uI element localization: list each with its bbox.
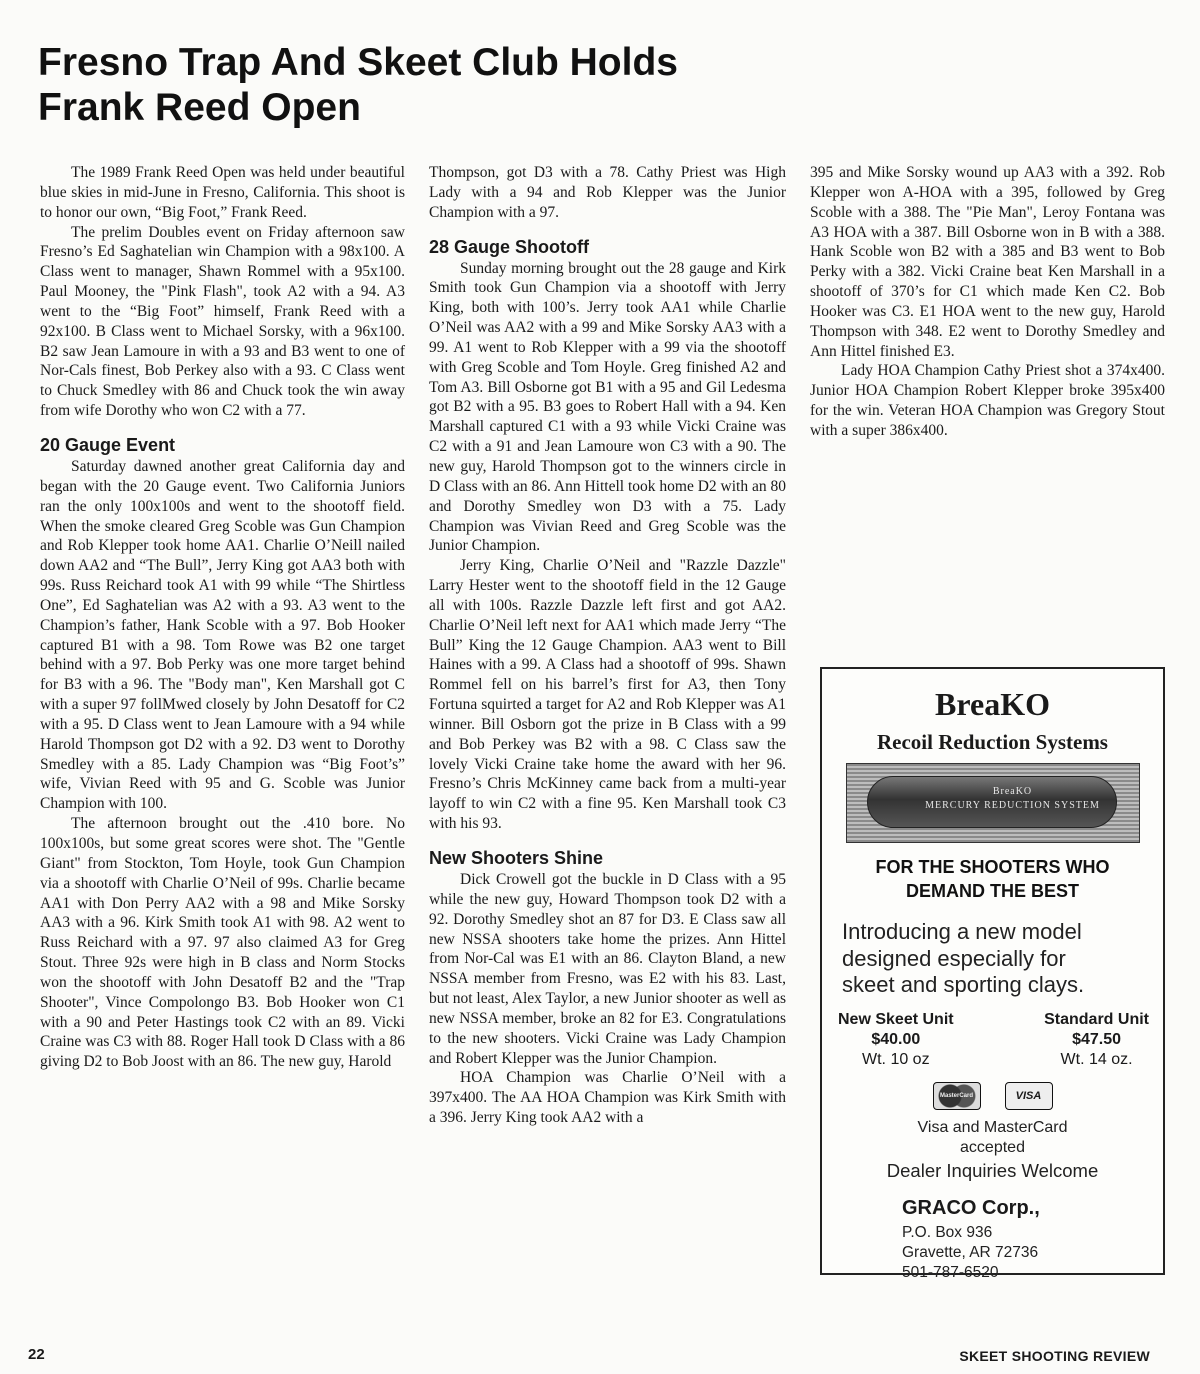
ad-headline-line-1: FOR THE SHOOTERS WHO (875, 857, 1110, 877)
section-heading: New Shooters Shine (429, 848, 604, 868)
unit-new-skeet (838, 1010, 954, 1070)
paragraph: The afternoon brought out the .410 bore. No 100x100s, but some great scores were shot. The "Gentle Giant" from Stockton, Tom Hoyle, took Gun Champion via a shootoff with Charlie O’Neil of 99s. Charlie became AA1 with Don Perry AA2 with a 98 and Mike Sorsky AA3 with a 96. Kirk Smith took A1 with 98. A2 went to Russ Reichard with a 97. 97 also claimed A3 for Greg Stout. Three 92s were high in B class and Norm Stocks won the shootoff with John Desatoff B2 and the "Trap Shooter", Vince Compolongo B3. Bob Hooker won C1 with a 90 and Peter Hastings took C2 with an 89. Vicki Craine was C3 with 88. Roger Hall took D Class with a 86 giving D2 to Bob Joost with an 86. The new guy, Harold (40, 815, 405, 1071)
unit-weight: Wt. 10 oz (862, 1050, 930, 1068)
publication-name: SKEET SHOOTING REVIEW (959, 1348, 1150, 1364)
unit-price: $47.50 (1072, 1030, 1122, 1048)
company-name: GRACO Corp., (902, 1196, 1040, 1219)
address-line-1: P.O. Box 936 (902, 1223, 993, 1241)
paragraph: Sunday morning brought out the 28 gauge and Kirk Smith took Gun Champion via a shootoff with Jerry King, both with 100’s. Jerry took AA1 while Charlie O’Neil was AA2 with a 99 and Mike Sorsky AA3 with a 99. A1 went to Rob Klepper with a 99 via the shootoff with Greg Scoble and Tom Hoyle. Greg finished A2 and Tom A3. Bill Osborne got B1 with a 95 and Gil Ledesma got B2 with a 95. B3 goes to Robert Hall with a 94. Ken Marshall captured C1 with a 93 while Vicki Craine was C2 with a 91 and Jean Lamoure won C3 with a 90. The new guy, Harold Thompson got to the winners circle in D Class with an 86. Ann Hittell took home D2 with an 80 and Dorothy Smedley won D3 with a 75. Lady Champion was Vivian Reed and Greg Scoble was the Junior Champion. (429, 259, 786, 555)
unit-name: Standard Unit (1044, 1010, 1149, 1028)
page-number: 22 (28, 1346, 45, 1363)
paragraph: Thompson, got D3 with a 78. Cathy Priest was High Lady with a 94 and Rob Klepper was the Junior Champion with a 97. (429, 164, 786, 221)
phone-number: 501-787-6520 (902, 1263, 999, 1281)
article-headline (38, 40, 938, 130)
article-column-2 (429, 163, 786, 1128)
section-heading: 28 Gauge Shootoff (429, 236, 590, 257)
product-units (822, 1010, 1163, 1070)
unit-weight: Wt. 14 oz. (1060, 1050, 1133, 1068)
accept-line-1: Visa and MasterCard (917, 1118, 1068, 1136)
product-label-brand: BreaKO (992, 786, 1033, 797)
ad-headline-line-2: DEMAND THE BEST (905, 881, 1079, 901)
payment-cards (822, 1082, 1163, 1110)
ad-subtitle: Recoil Reduction Systems (877, 730, 1108, 754)
unit-price: $40.00 (871, 1030, 921, 1048)
dealer-inquiries: Dealer Inquiries Welcome (886, 1159, 1099, 1181)
breako-advertisement (820, 667, 1165, 1281)
section-heading: 20 Gauge Event (40, 434, 176, 455)
article-column-1 (40, 163, 405, 1072)
paragraph: The 1989 Frank Reed Open was held under beautiful blue skies in mid-June in Fresno, California. This shoot is to honor our own, “Big Foot,” Frank Reed. (40, 164, 405, 221)
unit-name: New Skeet Unit (838, 1010, 954, 1028)
recoil-reducer-tube-icon (867, 776, 1117, 828)
ad-brand-name: BreaKO (935, 686, 1050, 722)
ad-intro-line-1: Introducing a new model (842, 919, 1082, 944)
paragraph: 395 and Mike Sorsky wound up AA3 with a 392. Rob Klepper won A-HOA with a 395, followed by Greg Scoble with a 388. The "Pie Man", Leroy Fontana was A3 HOA with a 387. Bill Osborne won in B with a 388. Hank Scoble won B2 with a 385 and B3 went to Bob Perky with a 382. Vicki Craine beat Ken Marshall in a shootoff of 370’s for C1 which made Ken C2. Bob Hooker was C3. E1 HOA went to the new guy, Harold Thompson with 348. E2 went to Dorothy Smedley and Ann Hittel finished E3. (810, 164, 1165, 360)
unit-standard (1044, 1010, 1149, 1070)
address-line-2: Gravette, AR 72736 (902, 1243, 1039, 1261)
article-column-3 (810, 163, 1165, 441)
ad-headline (822, 855, 1163, 903)
product-photo (846, 763, 1140, 843)
payment-accepted (822, 1118, 1163, 1158)
mastercard-icon: MasterCard (933, 1082, 981, 1110)
accept-line-2: accepted (960, 1138, 1025, 1156)
product-label (923, 785, 1103, 819)
headline-line-2: Frank Reed Open (38, 86, 361, 129)
ad-intro (822, 919, 1163, 999)
paragraph: Dick Crowell got the buckle in D Class with a 95 while the new guy, Howard Thompson took D2 with a 92. Dorothy Smedley shot an 87 for D3. E Class saw all new NSSA shooters take home the prizes. Ann Hittel from Nor-Cal was E1 with an 86. Clayton Bland, a new NSSA member from Fresno, was E2 with his 83. Last, but not least, Alex Taylor, a new Junior shooter as well as new NSSA member, broke an 82 for E3. Congratulations to the new shooters. Vicki Craine was Lady Champion and Robert Klepper was the Junior Champion. (429, 871, 786, 1067)
paragraph: The prelim Doubles event on Friday afternoon saw Fresno’s Ed Saghatelian win Champion with a 98x100. A Class went to manager, Shawn Rommel with a 95x100. Paul Mooney, the "Pink Flash", took A2 with a 94. A3 went to the “Big Foot” himself, Frank Reed with a 92x100. B Class went to Michael Sorsky, with a 96x100. B2 saw Jean Lamoure in with a 93 and B3 went to one of Nor-Cals finest, Bob Perkey also with a 93. C Class went to Chuck Smedley with 86 and Chuck took the win away from wife Dorothy who won C2 with a 77. (40, 223, 405, 420)
product-label-desc: MERCURY REDUCTION SYSTEM (925, 800, 1100, 811)
headline-line-1: Fresno Trap And Skeet Club Holds (38, 41, 678, 84)
paragraph: Jerry King, Charlie O’Neil and "Razzle Dazzle" Larry Hester went to the shootoff field in the 12 Gauge all with 100s. Razzle Dazzle left first and got AA2. Charlie O’Neil left next for AA1 which made Jerry “The Bull” King the 12 Gauge Champion. AA3 went to Bill Haines with a 99. A Class had a shootoff of 99s. Shawn Rommel fell on his barrel’s first for A3, then Tony Fortuna squirted a target for A2 and Rob Klepper was A1 winner. Bill Osborn got the prize in B Class with a 99 and Bob Perkey was B2 with a 98. C Class saw the lovely Vicki Craine take home the award with her 96. Fresno’s Chris McKinney came back from a multi-year layoff to win C2 with a fine 95. Ken Marshall took C3 with his 93. (429, 557, 786, 833)
visa-icon: VISA (1005, 1082, 1053, 1110)
paragraph: HOA Champion was Charlie O’Neil with a 397x400. The AA HOA Champion was Kirk Smith with a 396. Jerry King took AA2 with a (429, 1069, 786, 1127)
paragraph: Saturday dawned another great California day and began with the 20 Gauge event. Two California Juniors ran the only 100x100s and went to the shootoff field. When the smoke cleared Greg Scoble was Gun Champion and Rob Klepper took home AA1. Charlie O’Neill nailed down AA2 and “The Bull”, Jerry King got AA3 both with 99s. Russ Reichard took A1 with 99 while “The Shirtless One”, Ed Saghatelian was A2 with a 93. A3 went to the Champion’s father, Hank Scoble with a 97. Bob Hooker captured B1 with a 98. Tom Rowe was B2 one target behind with a 97. Bob Perky was one more target behind for B3 with a 96. The "Body man", Ken Marshall got C with a super 97 follMwed closely by John Desatoff for C2 with a 95. D Class went to Jean Lamoure with a 94 while Harold Thompson got D2 with a 92. D3 went to Dorothy Smedley with a 85. Lady Champion was “Big Foot’s” wife, Vivian Reed with 95 and G. Scoble was Junior Champion with 100. (40, 457, 405, 813)
ad-intro-line-2: designed especially for (842, 945, 1066, 971)
ad-intro-line-3: skeet and sporting clays. (842, 972, 1085, 997)
company-address (822, 1223, 1163, 1283)
paragraph: Lady HOA Champion Cathy Priest shot a 374x400. Junior HOA Champion Robert Klepper broke 395x400 for the win. Veteran HOA Champion was Gregory Stout with a super 386x400. (810, 362, 1165, 439)
